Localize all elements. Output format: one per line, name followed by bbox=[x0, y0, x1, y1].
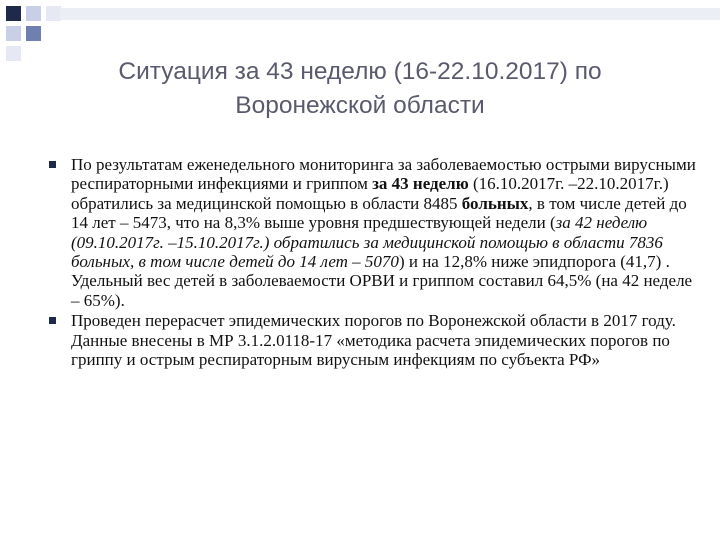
deco-square bbox=[6, 46, 21, 61]
text-segment-italic: за 42 неделю (09.10.2017г. –15.10.2017г.) обратились за медицинской помощью в области 7836 больных, в том числе детей до 14 лет – 5070 bbox=[71, 213, 663, 272]
slide-title bbox=[60, 55, 660, 123]
bullet-text bbox=[71, 155, 696, 310]
deco-square bbox=[46, 6, 61, 21]
deco-stripe bbox=[60, 8, 720, 20]
bullet-text: Проведен перерасчет эпидемических порогов по Воронежской области в 2017 году. Данные внесены в МР 3.1.2.0118-17 «методика расчета эпидемических порогов по гриппу и острым респираторным вирусным инфекциям по субъекта РФ» bbox=[71, 311, 676, 370]
bullet-item bbox=[60, 311, 700, 369]
deco-square bbox=[26, 26, 41, 41]
title-line-2: Воронежской области bbox=[235, 92, 485, 119]
text-segment-bold: за 43 неделю bbox=[372, 174, 469, 194]
text-segment: , в том числе детей до 14 лет – 5473, что на 8,3% выше уровня предшествующей недели ( bbox=[71, 193, 687, 233]
text-segment-bold: больных bbox=[461, 193, 529, 213]
header-decoration bbox=[0, 0, 720, 60]
text-segment: По результатам еженедельного мониторинга за заболеваемостью острыми вирусными респираторными инфекциями и гриппом bbox=[71, 155, 696, 194]
title-line-1: Ситуация за 43 неделю (16-22.10.2017) по bbox=[118, 58, 602, 85]
deco-square bbox=[26, 6, 41, 21]
square-bullet-icon bbox=[49, 161, 56, 168]
text-segment: ) и на 12,8% ниже эпидпорога (41,7) . Удельный вес детей в заболеваемости ОРВИ и гриппом составил 64,5% (на 42 неделе – 65%). bbox=[71, 252, 693, 310]
bullet-item bbox=[60, 155, 700, 310]
deco-square bbox=[6, 26, 21, 41]
text-segment: (16.10.2017г. –22.10.2017г.) обратились за медицинской помощью в области 8485 bbox=[71, 174, 669, 213]
bullet-list bbox=[60, 155, 700, 370]
deco-square bbox=[6, 6, 21, 21]
square-bullet-icon bbox=[49, 317, 56, 324]
